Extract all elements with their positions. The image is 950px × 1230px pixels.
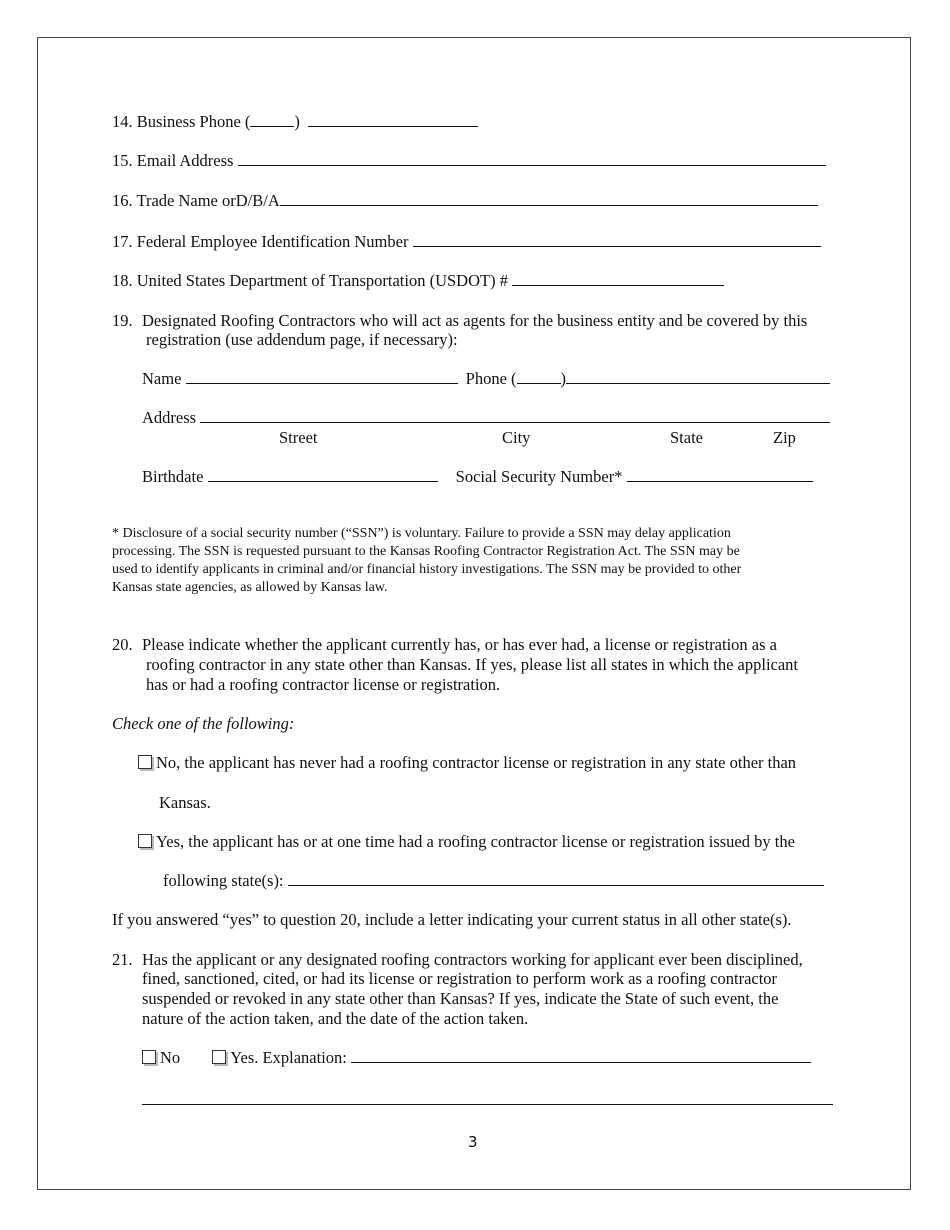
ssn-disclosure-line2: processing. The SSN is requested pursuant to the Kansas Roofing Contractor Registration Act. The SSN may be xyxy=(112,544,740,559)
q21-yes-checkbox[interactable] xyxy=(212,1050,226,1064)
q20-check-one: Check one of the following: xyxy=(112,714,295,733)
q18-usdot-field[interactable] xyxy=(512,271,724,286)
q19-area-code-field[interactable] xyxy=(517,369,561,384)
q21-no-checkbox[interactable] xyxy=(142,1050,156,1064)
q21-line2: fined, sanctioned, cited, or had its license or registration to perform work as a roofing contractor xyxy=(142,969,778,988)
q19-name-field[interactable] xyxy=(186,369,458,384)
q19-line1: Designated Roofing Contractors who will act as agents for the business entity and be covered by this xyxy=(142,311,808,330)
ssn-disclosure-line4: Kansas state agencies, as allowed by Kansas law. xyxy=(112,580,388,595)
q19-line2: registration (use addendum page, if necessary): xyxy=(146,330,458,349)
q17-label: 17. Federal Employee Identification Number xyxy=(112,232,409,251)
q20-states-field[interactable] xyxy=(288,871,824,886)
q19-birthdate-field[interactable] xyxy=(208,467,438,482)
q17-fein-field[interactable] xyxy=(413,232,821,247)
q19-ssn-field[interactable] xyxy=(627,467,813,482)
q20-yes-checkbox[interactable] xyxy=(138,834,152,848)
q20-no-checkbox[interactable] xyxy=(138,755,152,769)
q19-name-label: Name xyxy=(142,369,182,388)
q21-answer-row xyxy=(142,1048,811,1068)
q16-trade-name xyxy=(112,191,818,211)
q19-number: 19. xyxy=(112,311,133,330)
q20-yes-option xyxy=(138,832,795,852)
q20-number: 20. xyxy=(112,635,133,654)
q19-phone-label: Phone ( xyxy=(465,369,517,388)
q17-fein xyxy=(112,232,821,252)
q21-yes-label: Yes. Explanation: xyxy=(230,1048,347,1067)
q21-no-label: No xyxy=(160,1048,181,1067)
q19-street-caption: Street xyxy=(279,428,318,447)
q14-label: 14. Business Phone ( xyxy=(112,112,251,131)
q20-line3: has or had a roofing contractor license or registration. xyxy=(146,675,501,694)
q18-usdot xyxy=(112,271,724,291)
ssn-disclosure-line1: * Disclosure of a social security number (“SSN”) is voluntary. Failure to provide a SSN may delay application xyxy=(112,526,731,541)
q14-business-phone xyxy=(112,112,478,132)
q20-yes-line2: following state(s): xyxy=(163,871,284,890)
q20-no-option xyxy=(138,753,796,773)
q21-line3: suspended or revoked in any state other than Kansas? If yes, indicate the State of such event, the xyxy=(142,989,779,1008)
q16-label: 16. Trade Name orD/B/A xyxy=(112,191,280,210)
q15-label: 15. Email Address xyxy=(112,151,234,170)
q20-line1: Please indicate whether the applicant currently has, or has ever had, a license or registration as a xyxy=(142,635,777,654)
q14-phone-field[interactable] xyxy=(308,112,478,127)
q14-area-code-field[interactable] xyxy=(250,112,294,127)
q20-line2: roofing contractor in any state other than Kansas. If yes, please list all states in which the applicant xyxy=(146,655,799,674)
q18-label: 18. United States Department of Transportation (USDOT) # xyxy=(112,271,508,290)
q15-email xyxy=(112,151,826,171)
q19-city-caption: City xyxy=(502,428,531,447)
q19-address-row xyxy=(142,408,830,428)
q21-number: 21. xyxy=(112,950,133,969)
q21-line4: nature of the action taken, and the date of the action taken. xyxy=(142,1009,529,1028)
q21-line1: Has the applicant or any designated roofing contractors working for applicant ever been disciplined, xyxy=(142,950,803,969)
q19-birthdate-label: Birthdate xyxy=(142,467,204,486)
q20-states-row xyxy=(163,871,824,891)
q15-email-field[interactable] xyxy=(238,151,826,166)
q20-followup: If you answered “yes” to question 20, include a letter indicating your current status in all other state(s). xyxy=(112,910,792,929)
q20-yes-line1: Yes, the applicant has or at one time had a roofing contractor license or registration issued by the xyxy=(156,832,795,851)
q19-zip-caption: Zip xyxy=(773,428,796,447)
q19-ssn-label: Social Security Number* xyxy=(455,467,623,486)
q19-phone-close: ) xyxy=(560,369,567,388)
q19-state-caption: State xyxy=(670,428,703,447)
q19-birth-ssn-row xyxy=(142,467,813,487)
q14-close-paren: ) xyxy=(294,112,300,131)
q19-name-row xyxy=(142,369,830,389)
q19-phone-field[interactable] xyxy=(566,369,830,384)
q21-explanation-field[interactable] xyxy=(351,1048,811,1063)
q20-no-line2: Kansas. xyxy=(159,793,211,812)
q16-trade-name-field[interactable] xyxy=(280,191,818,206)
ssn-disclosure-line3: used to identify applicants in criminal and/or financial history investigations. The SSN may be provided to other xyxy=(112,562,742,577)
page-number: 3 xyxy=(468,1133,478,1151)
q21-explanation-line2[interactable] xyxy=(142,1104,833,1105)
q19-address-field[interactable] xyxy=(200,408,830,423)
q20-no-line1: No, the applicant has never had a roofing contractor license or registration in any state other than xyxy=(156,753,797,772)
q19-address-label: Address xyxy=(142,408,197,427)
